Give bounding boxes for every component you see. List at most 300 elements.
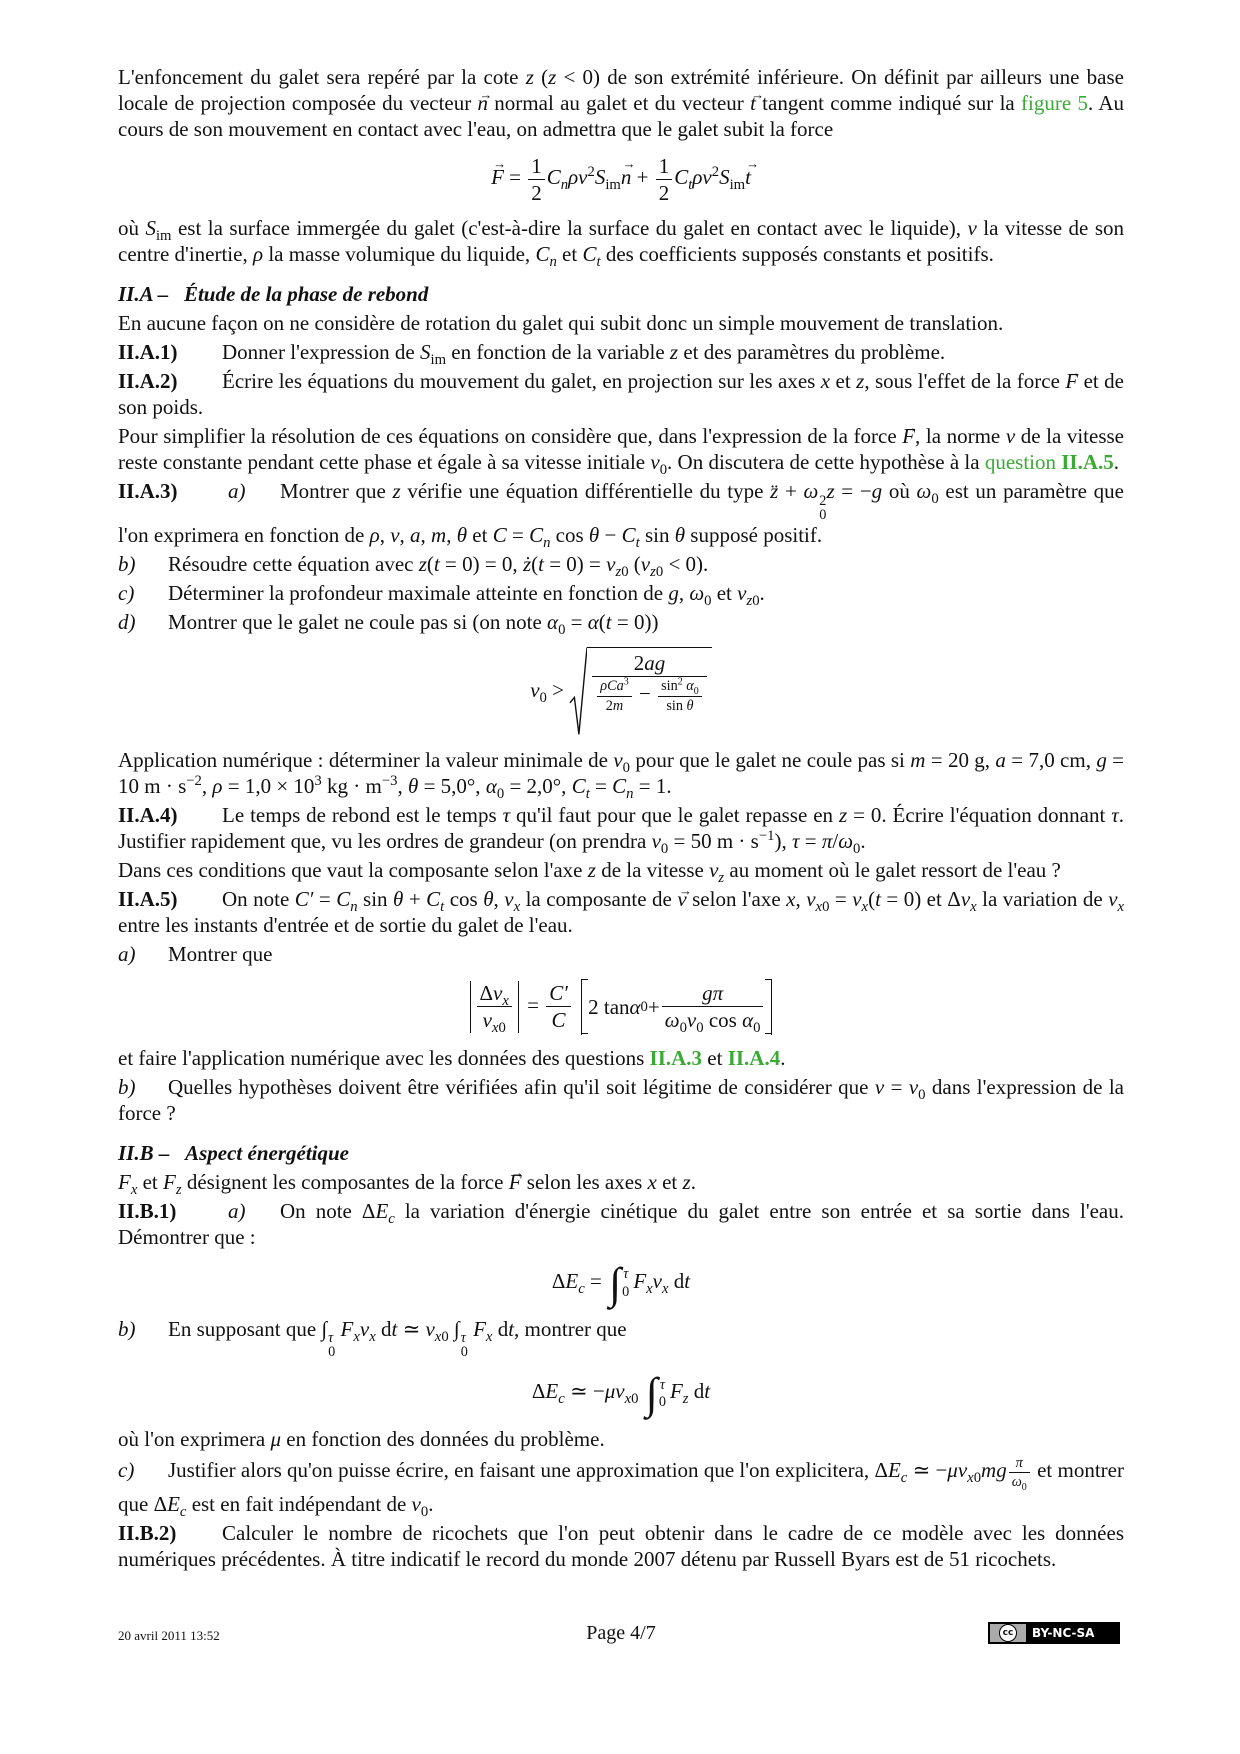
text-run: Montrer que le galet ne coule pas si (on note: [168, 610, 548, 635]
subquestion-b: [118, 1074, 1124, 1126]
math-symbol: c: [900, 1470, 908, 1487]
text-run: sin: [639, 523, 675, 548]
text-run: d: [492, 1316, 509, 1341]
text-run: ∫: [448, 1316, 460, 1341]
text-run: sin: [666, 697, 687, 714]
text-run: 2: [819, 492, 827, 509]
denominator: [1009, 1473, 1030, 1493]
denominator: [592, 677, 707, 714]
numeric-application: [118, 747, 1125, 803]
subscript: [561, 178, 568, 194]
question-label: II.A.4): [118, 803, 178, 828]
math-symbol: z: [615, 564, 622, 581]
superscript: [588, 164, 595, 180]
text-run: selon l'axe: [686, 887, 787, 912]
math-symbol: t: [684, 1269, 691, 1294]
math-symbol: x: [820, 369, 831, 394]
math-symbol: v: [613, 748, 623, 773]
text-run: = 20 g,: [925, 748, 996, 773]
subscript: [461, 1345, 468, 1359]
math-symbol: a: [410, 523, 421, 548]
math-symbol: n: [350, 899, 358, 916]
text-run: vérifie une équation différentielle du type: [400, 479, 771, 504]
math-symbol: S: [719, 165, 730, 190]
text-run: >: [546, 678, 570, 703]
text-run: Δ: [479, 981, 494, 1006]
text-run: est un paramètre que l'on exprimera en fonction de: [118, 479, 1125, 548]
fraction: [477, 981, 512, 1037]
text-run: Montrer que: [280, 479, 393, 504]
math-symbol: v: [737, 581, 747, 606]
text-run: Dans ces conditions que vaut la composante selon l'axe: [118, 858, 588, 883]
math-symbol: τ: [460, 1330, 466, 1347]
text-run: 0: [460, 1344, 468, 1361]
fraction: [656, 154, 673, 205]
text-run: = 7,0 cm,: [1005, 748, 1097, 773]
subscript: [1118, 899, 1125, 915]
math-symbol: x: [646, 1281, 653, 1298]
question-II-A-2: [118, 368, 1124, 420]
text-run: et: [656, 1169, 683, 1194]
text-run: +: [631, 165, 654, 190]
text-run: +: [778, 479, 804, 504]
subquestion-label: b): [118, 552, 136, 577]
subscript: [680, 1021, 687, 1037]
numerator: [658, 678, 702, 696]
math-symbol: ag: [644, 651, 666, 676]
question-label: II.A.3): [118, 479, 178, 504]
text-run: d: [375, 1316, 392, 1341]
cross-reference-link[interactable]: II.A.3: [649, 1045, 703, 1070]
math-symbol: ρCa: [600, 678, 624, 695]
vector-symbol: → F: [491, 164, 504, 190]
text-run: 2: [531, 181, 542, 206]
math-symbol: x: [353, 1328, 360, 1345]
superscript: [678, 677, 683, 688]
text-run: 0: [441, 1328, 449, 1345]
section-separator: –: [153, 1140, 175, 1165]
integral-limits: [622, 1266, 629, 1300]
text-run: 2 tan: [588, 994, 630, 1019]
text-run: Pour simplifier la résolution de ces équations on considère que, dans l'expression de la force: [118, 424, 903, 449]
text-run: 0: [696, 1020, 704, 1037]
text-run: 0: [658, 1394, 666, 1411]
superscript: [461, 1331, 468, 1345]
rich-text: [118, 887, 1124, 937]
text-run: ,: [399, 523, 411, 548]
fraction: [1009, 1455, 1030, 1491]
text-run: la vitesse de son centre d'inertie,: [118, 216, 1124, 267]
cross-reference-link[interactable]: II.A.4: [727, 1045, 781, 1070]
text-run: 0: [622, 1284, 630, 1301]
energy-approximation: [118, 1368, 1124, 1418]
math-symbol: E: [167, 1491, 180, 1516]
math-symbol: z: [392, 479, 401, 504]
text-run: selon les axes: [521, 1169, 648, 1194]
math-symbol: E: [565, 1269, 579, 1294]
square-root: [569, 647, 712, 737]
paragraph: [118, 1169, 1124, 1198]
math-symbol: v: [852, 887, 862, 912]
text-run: . Au cours de son mouvement en contact avec l'eau, on admettra que le galet subit la force: [118, 91, 1124, 141]
absolute-value: [470, 981, 519, 1037]
text-run: et: [711, 581, 738, 606]
math-symbol: θ: [407, 774, 419, 799]
math-symbol: μv: [947, 1458, 968, 1483]
text-run: =: [503, 165, 527, 190]
numerator: [662, 981, 764, 1007]
subquestion-label: b): [118, 1074, 136, 1099]
subquestion-label: a): [228, 1198, 246, 1223]
lower-limit: [659, 1394, 666, 1412]
math-symbol: E: [545, 1379, 559, 1404]
radical-sign-icon: [569, 647, 587, 737]
superscript: [382, 773, 398, 789]
text-run: en fonction de la variable: [446, 340, 670, 365]
math-symbol: v: [650, 450, 660, 475]
text-run: L'enfoncement du galet sera repéré par la cote: [118, 65, 526, 89]
text-run: [573, 993, 578, 1017]
math-symbol: v: [652, 1269, 662, 1294]
math-symbol: x: [1117, 899, 1125, 916]
rich-text: [168, 581, 765, 610]
math-symbol: v: [967, 216, 977, 241]
denominator: [658, 697, 702, 714]
text-run: 0: [973, 1470, 982, 1487]
text-run: 0: [819, 506, 827, 523]
kinetic-energy-integral: [118, 1258, 1124, 1308]
intro-paragraph: [118, 64, 1124, 142]
math-symbol: m: [910, 748, 926, 773]
math-symbol: z: [682, 1391, 689, 1408]
math-symbol: ρv: [692, 165, 712, 190]
math-symbol: μv: [604, 1379, 625, 1404]
rich-text: [118, 216, 1124, 271]
math-symbol: α: [742, 1008, 754, 1033]
math-symbol: t: [538, 552, 544, 577]
math-symbol: g: [1096, 748, 1107, 773]
math-symbol: ω: [838, 829, 854, 854]
math-symbol: S: [594, 165, 606, 190]
vector-symbol: → t: [750, 90, 756, 116]
section-number: II.A: [118, 282, 153, 307]
text-run: dans l'expression de la force ?: [118, 1074, 1124, 1125]
math-symbol: C: [621, 523, 636, 548]
text-run: et de son poids.: [118, 369, 1124, 420]
subquestion-b: [118, 551, 1124, 581]
text-run: < 0).: [663, 552, 709, 577]
text-run: = 0) =: [543, 552, 607, 577]
math-symbol: S: [145, 216, 156, 241]
math-symbol: z: [826, 479, 835, 504]
text-run: = 0. Écrire l'équation donnant: [847, 803, 1112, 828]
math-symbol: C′: [549, 981, 568, 1006]
subscript: [435, 1329, 449, 1345]
vector-symbol: → v: [677, 886, 686, 912]
subscript: [696, 1021, 703, 1037]
text-run: .: [759, 581, 765, 606]
text-run: 0: [1021, 1481, 1027, 1493]
math-symbol: v: [806, 887, 816, 912]
math-symbol: C: [551, 1008, 566, 1033]
paragraph: [118, 423, 1124, 479]
subscript: [931, 491, 938, 507]
text-run: et: [137, 1169, 164, 1194]
square-brackets: [581, 979, 772, 1037]
text-run: En supposant que ∫: [168, 1316, 328, 1341]
math-symbol: t: [508, 1316, 515, 1341]
cross-reference-link[interactable]: question: [984, 450, 1062, 475]
denominator: [546, 1007, 571, 1032]
math-symbol: t: [585, 786, 590, 803]
math-symbol: v: [874, 1074, 885, 1099]
text-run: =: [829, 887, 853, 912]
math-symbol: C: [426, 887, 441, 912]
subquestion-c: [118, 1454, 1124, 1520]
math-symbol: x: [861, 899, 869, 916]
text-run: 1: [531, 154, 542, 178]
numerator: [656, 154, 673, 180]
math-symbol: x: [662, 1281, 669, 1298]
math-symbol: π: [1015, 1454, 1023, 1471]
rich-text: [118, 1169, 696, 1198]
footer-date: 20 avril 2011 13:52: [118, 1627, 220, 1643]
numerator: [1009, 1455, 1030, 1473]
subscript: [430, 352, 446, 368]
upper-limit: [622, 1266, 629, 1284]
math-symbol: gπ: [702, 981, 724, 1006]
text-run: =: [506, 523, 530, 548]
text-run: de la vitesse: [595, 858, 710, 883]
text-run: de la vitesse reste constante pendant cette phase et égale à sa vitesse initiale: [118, 424, 1124, 475]
math-symbol: t: [391, 1316, 398, 1341]
text-run: 0: [420, 1503, 429, 1520]
math-symbol: v: [530, 678, 540, 703]
text-run: ,: [397, 774, 408, 799]
text-run: 3: [623, 676, 629, 688]
velocity-variation-equation: [118, 979, 1124, 1037]
rich-text: [118, 1046, 785, 1070]
text-run: et: [556, 242, 583, 267]
text-run: 0: [621, 564, 629, 581]
numerator: [477, 981, 512, 1010]
math-symbol: v: [504, 887, 514, 912]
vector-symbol: → F: [1065, 368, 1078, 394]
rich-text: [551, 1258, 691, 1308]
math-symbol: n: [543, 535, 551, 552]
math-symbol: C: [582, 242, 597, 267]
math-symbol: F: [633, 1269, 647, 1294]
text-run: Justifier alors qu'on puisse écrire, en faisant une approximation que l'on explicitera, Δ: [168, 1458, 888, 1483]
math-symbol: ω: [803, 479, 819, 504]
text-run: = 0)): [611, 610, 659, 635]
fraction: [546, 981, 571, 1032]
text-run: (: [628, 552, 641, 577]
math-symbol: x: [647, 1169, 657, 1194]
license-text: BY-NC-SA: [1032, 1625, 1095, 1640]
text-run: .: [428, 1491, 434, 1516]
math-symbol: τ: [1111, 803, 1119, 828]
subscript: [615, 564, 628, 580]
text-run: qu'il faut pour que le galet repasse en: [510, 803, 839, 828]
rich-text: [168, 942, 272, 966]
text-run: ,: [795, 887, 807, 912]
fraction: [658, 678, 702, 714]
cc-logo-area: [990, 1624, 1026, 1642]
text-run: On note: [222, 887, 295, 912]
math-symbol: x: [130, 1181, 138, 1198]
rich-text: [118, 858, 1061, 887]
text-run: d: [668, 1269, 685, 1294]
text-run: d: [688, 1379, 705, 1404]
text-run: 0: [496, 786, 505, 803]
denominator: [656, 180, 673, 205]
text-run: ≃ −: [907, 1458, 948, 1483]
math-symbol: F: [669, 1379, 683, 1404]
text-run: tangent comme indiqué sur la: [755, 91, 1022, 115]
math-symbol: mg: [981, 1458, 1007, 1483]
section-number: II.B: [118, 1140, 154, 1165]
math-symbol: ω: [689, 581, 705, 606]
math-symbol: v: [606, 552, 616, 577]
text-run: 0: [328, 1344, 336, 1361]
text-run: im: [155, 228, 172, 245]
text-run: =: [565, 610, 588, 635]
math-symbol: v: [493, 981, 503, 1006]
text-run: 0: [558, 622, 566, 639]
fraction: [592, 651, 707, 714]
subscript: [694, 686, 699, 697]
subscript: [605, 178, 621, 194]
text-run: 2: [711, 164, 720, 181]
text-run: ,: [446, 523, 457, 548]
math-symbol: θ: [674, 523, 686, 548]
lower-limit: [622, 1284, 629, 1302]
text-run: 0: [753, 1020, 761, 1037]
text-run: 0: [631, 1391, 639, 1408]
text-run: 0: [498, 1020, 506, 1037]
text-run: où: [882, 479, 917, 504]
text-run: , montrer que: [514, 1316, 627, 1341]
section-heading-II-A: [118, 281, 1124, 307]
page-footer: [118, 1622, 1124, 1652]
math-symbol: v: [686, 1008, 697, 1033]
subscript: [540, 690, 547, 706]
question-II-B-1: [118, 1198, 1124, 1250]
math-symbol: z: [525, 65, 534, 89]
text-run: +: [647, 994, 660, 1019]
text-run: 2: [605, 697, 613, 714]
subscript: [549, 254, 556, 270]
cross-reference-link[interactable]: figure 5: [1021, 91, 1088, 115]
paragraph: [118, 1426, 1124, 1452]
rich-text: [118, 1427, 605, 1451]
subquestion-label: c): [118, 581, 135, 606]
text-run: = 1,0 × 10: [222, 774, 315, 799]
text-run: et faire l'application numérique avec les données des questions: [118, 1045, 650, 1070]
math-symbol: z: [682, 1169, 691, 1194]
math-symbol: z: [746, 593, 753, 610]
math-symbol: x: [967, 1470, 974, 1487]
math-symbol: τ: [791, 829, 800, 854]
integral: [645, 1368, 666, 1418]
text-run: et montrer que Δ: [118, 1458, 1124, 1516]
math-symbol: x: [491, 1020, 499, 1037]
math-symbol: F: [118, 1169, 131, 1194]
text-run: (: [426, 552, 434, 577]
license-badge[interactable]: [988, 1622, 1120, 1644]
text-run: 0: [693, 686, 699, 698]
math-symbol: c: [578, 1281, 585, 1298]
text-run: ,: [493, 887, 505, 912]
text-run: = 50 m · s: [668, 829, 759, 854]
text-run: −: [599, 523, 622, 548]
text-run: = 5,0°,: [418, 774, 486, 799]
text-run: −2: [186, 773, 202, 790]
question-label: II.B.1): [118, 1198, 177, 1223]
rich-text: [118, 1454, 1124, 1520]
rich-text: [531, 1368, 711, 1418]
force-equation: [118, 154, 1124, 205]
rich-text: [118, 1075, 1124, 1125]
footer-page-number: Page 4/7: [586, 1621, 656, 1644]
math-symbol: z: [418, 552, 427, 577]
text-run: (: [531, 552, 539, 577]
rich-text: [118, 369, 1124, 419]
math-symbol: ω: [916, 479, 932, 504]
text-run: ),: [774, 829, 792, 854]
math-symbol: θ: [483, 887, 494, 912]
text-run: la composante de: [520, 887, 678, 912]
math-symbol: v: [482, 1008, 492, 1033]
text-run: Calculer le nombre de ricochets que l'on peut obtenir dans le cadre de ce modèle avec les données numériques précédentes. À titre indicatif le record du monde 2007 détenu par Russell Byars est de 51 ricochets.: [118, 1520, 1124, 1571]
superscript: [186, 773, 202, 789]
math-symbol: S: [419, 340, 431, 365]
math-symbol: z: [718, 870, 725, 887]
text-run: pour que le galet ne coule pas si: [629, 748, 911, 773]
subquestion-label: a): [118, 942, 136, 967]
radicand: [587, 647, 712, 737]
superscript: [314, 773, 321, 789]
math-symbol: C′: [294, 887, 314, 912]
math-symbol: E: [887, 1458, 901, 1483]
subscript: [492, 1021, 506, 1037]
subscript: [660, 462, 667, 478]
cross-reference-link[interactable]: II.A.5: [1061, 450, 1114, 475]
subscript: [1022, 1482, 1027, 1493]
subscript: [819, 508, 826, 522]
math-symbol: α: [587, 610, 599, 635]
math-symbol: x: [369, 1328, 376, 1345]
math-symbol: v: [390, 523, 400, 548]
text-run: normal au galet et du vecteur: [488, 91, 751, 115]
text-run: sin: [357, 887, 394, 912]
subscript: [753, 1021, 760, 1037]
math-symbol: x: [815, 899, 823, 916]
numerator: [528, 154, 545, 180]
denominator: [597, 697, 632, 714]
denominator: [528, 180, 545, 205]
math-symbol: ż: [522, 552, 532, 577]
text-run: et: [702, 1045, 728, 1070]
text-run: sin: [661, 678, 678, 695]
math-symbol: v: [1108, 887, 1118, 912]
text-run: , la norme: [915, 424, 1006, 449]
math-symbol: z̈: [770, 479, 779, 504]
math-symbol: C: [571, 774, 586, 799]
math-symbol: c: [558, 1391, 565, 1408]
text-run: ≃ −: [564, 1379, 605, 1404]
